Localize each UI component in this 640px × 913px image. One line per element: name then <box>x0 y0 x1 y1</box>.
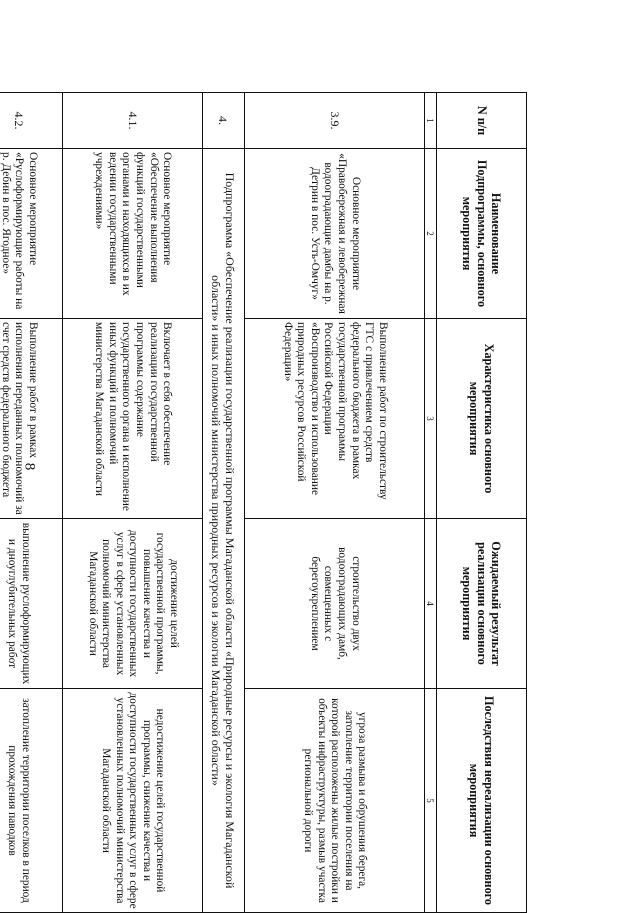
column-number-row <box>425 93 437 913</box>
header-row <box>437 93 527 913</box>
row-result: строительство двух водооградающих дамб, совмещенных с берегоукреплением <box>245 519 425 689</box>
row-number: 4.1. <box>63 93 203 149</box>
row-name: Основное мероприятие «Обеспечение выполнения функций государственными органами и находящихся в их ведении государственными учреждениями» <box>63 149 203 319</box>
row-consequence: затопление территории поселков в период прохождения паводков <box>0 689 63 913</box>
table-row <box>245 93 425 913</box>
column-number: 5 <box>425 689 437 913</box>
row-name: Основное мероприятие «Руслоформирующие работы на р. Дебин в пос. Ягодное» <box>0 149 63 319</box>
row-result: достижение целей государственной программы, повышение качества и доступности государственных услуг в сфере установленных полномочий министерства Магаданской области <box>63 519 203 689</box>
page-number: 8 <box>21 462 38 471</box>
section-title: Подпрограмма «Обеспечение реализации государственной программы Магаданской области «Природные ресурсы и экология Магаданской области» и иных полномочий министерства природных ресурсов и экологии Магаданской области» <box>203 149 245 913</box>
row-characteristic: Выполнение работ по строительству ГТС с привлечением средств федерального бюджета в рамках государственной программы Российской Федерации «Воспроизводство и использование природных ресурсов Российской Федерации» <box>245 319 425 519</box>
section-number: 4. <box>203 93 245 149</box>
header-cell: Последствия нереализации основного мероприятия <box>437 689 527 913</box>
header-cell: Наименование Подпрограммы, основного мероприятия <box>437 149 527 319</box>
row-number: 3.9. <box>245 93 425 149</box>
column-number: 4 <box>425 519 437 689</box>
column-number: 3 <box>425 319 437 519</box>
column-number: 1 <box>425 93 437 149</box>
table-row <box>0 93 63 913</box>
row-name: Основное мероприятие «Правобережная и левобережная водооградающие дамбы на р. Детрин в пос. Усть-Омчуг» <box>245 149 425 319</box>
header-cell: Ожидаемый результат реализации основного мероприятия <box>437 519 527 689</box>
row-result: выполнение руслоформирующих и дноуглубительных работ <box>0 519 63 689</box>
column-number: 2 <box>425 149 437 319</box>
row-consequence: недостижение целей государственной программы, снижение качества и доступности государственных услуг в сфере установленных полномочий министерства Магаданской области <box>63 689 203 913</box>
rotated-page <box>0 92 527 912</box>
section-row <box>203 93 245 913</box>
table-row <box>63 93 203 913</box>
row-characteristic: Выполнение работ в рамках исполнения переданных полномочий за счет средств федерального бюджета <box>0 319 63 519</box>
row-consequence: угроза размыва и обрушения берега, затопление территории поселения на которой расположены жилые постройки и объекты инфраструктуры, размыв участка региональной дороги <box>245 689 425 913</box>
row-number: 4.2. <box>0 93 63 149</box>
measures-table <box>0 92 527 913</box>
row-characteristic: Включает в себя обеспечение реализации государственной программы содержание государственного органа и исполнение иных функций и полномочий министерства Магаданской области <box>63 319 203 519</box>
header-cell: Характеристика основного мероприятия <box>437 319 527 519</box>
header-cell: N п/п <box>437 93 527 149</box>
